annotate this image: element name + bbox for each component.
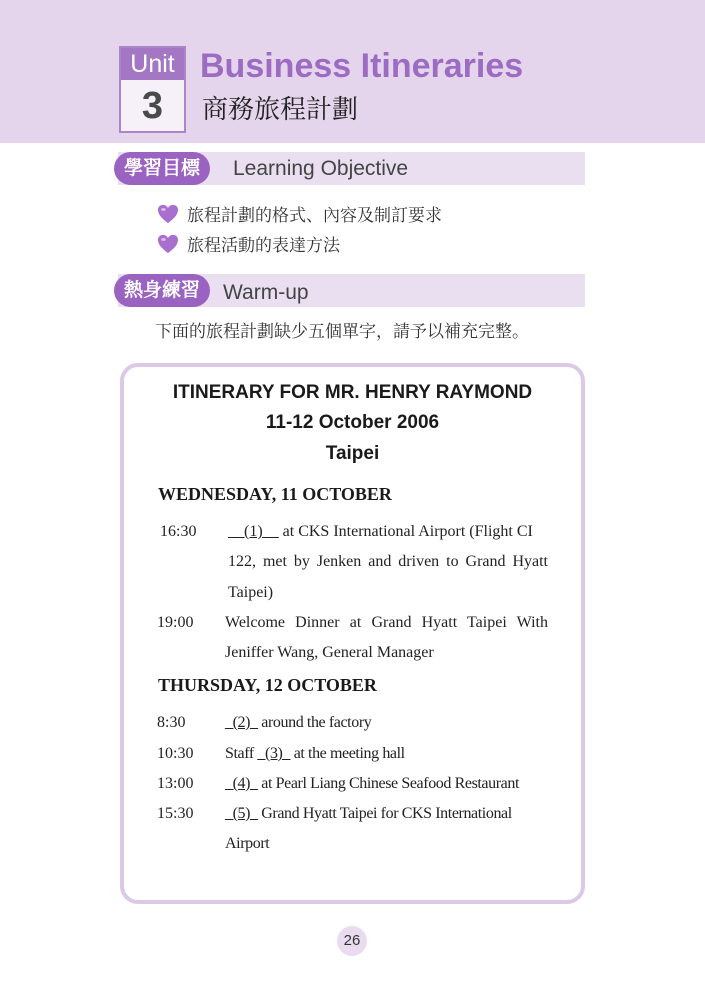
blank-4[interactable]: _(4)_ [225, 775, 258, 792]
learning-objective-title: Learning Objective [233, 157, 409, 180]
entry-time: 10:30 [157, 745, 194, 762]
entry-description-line: 122, met by Jenken and driven to Grand Hyatt [228, 553, 548, 570]
objective-text: 旅程活動的表達方法 [187, 236, 340, 256]
entry-time: 15:30 [157, 805, 194, 822]
entry-description-line: Airport [225, 835, 270, 852]
unit-label: Unit [121, 48, 184, 80]
heart-icon [157, 204, 179, 224]
warm-up-title: Warm-up [223, 281, 309, 304]
objective-item [157, 201, 442, 225]
blank-2[interactable]: _(2)_ [225, 714, 258, 731]
page-number: 26 [337, 926, 367, 956]
unit-title-english: Business Itineraries [200, 47, 524, 85]
entry-description [228, 522, 533, 542]
unit-badge [119, 46, 186, 133]
entry-description [225, 774, 519, 794]
entry-time: 19:00 [157, 614, 194, 631]
objective-item [157, 231, 340, 255]
blank-5[interactable]: _(5)_ [225, 805, 258, 822]
day-heading-thursday: THURSDAY, 12 OCTOBER [158, 675, 377, 695]
entry-text: at Pearl Liang Chinese Seafood Restaurant [257, 775, 520, 792]
entry-description-line: Welcome Dinner at Grand Hyatt Taipei With [225, 614, 548, 631]
warm-up-instruction: 下面的旅程計劃缺少五個單字，請予以補充完整。 [155, 322, 529, 342]
entry-description-line: Taipei) [228, 584, 274, 601]
itinerary-city: Taipei [325, 443, 380, 464]
warm-up-label: 熱身練習 [114, 274, 210, 307]
entry-description-line: Jeniffer Wang, General Manager [225, 644, 434, 661]
learning-objective-label: 學習目標 [114, 152, 210, 185]
entry-text: around the factory [257, 714, 372, 731]
itinerary-title: ITINERARY FOR MR. HENRY RAYMOND [172, 382, 533, 403]
entry-prefix: Staff [225, 745, 258, 762]
entry-time: 16:30 [160, 523, 197, 540]
blank-3[interactable]: _(3)_ [257, 745, 291, 762]
entry-time: 8:30 [157, 714, 186, 731]
entry-description [225, 713, 371, 733]
objective-text: 旅程計劃的格式、內容及制訂要求 [187, 206, 442, 226]
unit-title-chinese: 商務旅程計劃 [202, 95, 359, 125]
heart-icon [157, 234, 179, 254]
entry-time: 13:00 [157, 775, 194, 792]
entry-text: at CKS International Airport (Flight CI [278, 523, 533, 540]
entry-text: Grand Hyatt Taipei for CKS International [257, 805, 512, 822]
entry-description [225, 744, 405, 764]
day-heading-wednesday: WEDNESDAY, 11 OCTOBER [158, 484, 392, 504]
entry-description [225, 804, 512, 824]
entry-text: at the meeting hall [290, 745, 405, 762]
unit-number: 3 [141, 85, 164, 127]
blank-1[interactable]: __(1)__ [228, 523, 279, 540]
itinerary-dates: 11-12 October 2006 [265, 412, 440, 433]
